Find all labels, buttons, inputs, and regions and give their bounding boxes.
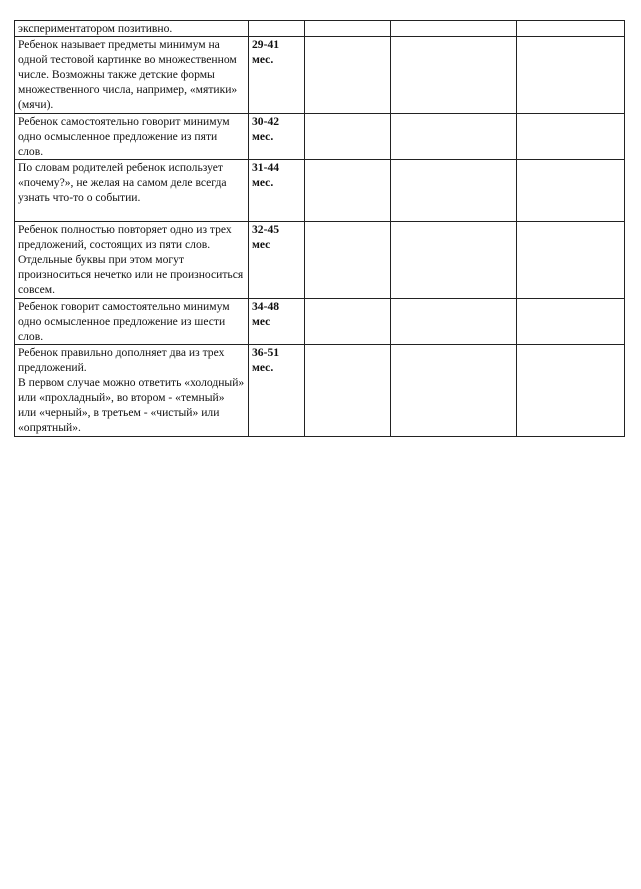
- milestone-description: По словам родителей ребенок использует «почему?», не желая на самом деле всегда узнать что-то о событии.: [15, 160, 249, 222]
- empty-cell: [305, 222, 391, 299]
- age-range: 34-48 мес: [249, 299, 305, 345]
- age-range: [249, 21, 305, 37]
- empty-cell: [391, 37, 517, 114]
- empty-cell: [391, 114, 517, 160]
- milestone-description: Ребенок самостоятельно говорит минимум одно осмысленное предложение из пяти слов.: [15, 114, 249, 160]
- empty-cell: [517, 160, 625, 222]
- table-row: [15, 114, 625, 160]
- milestone-description: Ребенок называет предметы минимум на одной тестовой картинке во множественном числе. Возможны также детские формы множественного числа, например, «мятики» (мячи).: [15, 37, 249, 114]
- empty-cell: [305, 114, 391, 160]
- age-range: 32-45 мес: [249, 222, 305, 299]
- age-range: 29-41 мес.: [249, 37, 305, 114]
- empty-cell: [391, 222, 517, 299]
- age-range: 36-51 мес.: [249, 345, 305, 437]
- table-row: [15, 21, 625, 37]
- empty-cell: [305, 37, 391, 114]
- empty-cell: [305, 21, 391, 37]
- empty-cell: [391, 345, 517, 437]
- age-range: 30-42 мес.: [249, 114, 305, 160]
- table-row: [15, 222, 625, 299]
- age-range: 31-44 мес.: [249, 160, 305, 222]
- milestone-description: Ребенок правильно дополняет два из трех предложений. В первом случае можно ответить «холодный» или «прохладный», во втором - «темный» или «черный», в третьем - «чистый» или «опрятный».: [15, 345, 249, 437]
- milestone-description: Ребенок полностью повторяет одно из трех предложений, состоящих из пяти слов. Отдельные буквы при этом могут произноситься нечетко или не произноситься совсем.: [15, 222, 249, 299]
- empty-cell: [391, 21, 517, 37]
- table-row: [15, 160, 625, 222]
- empty-cell: [517, 114, 625, 160]
- table-row: [15, 345, 625, 437]
- empty-cell: [517, 222, 625, 299]
- table-row: [15, 299, 625, 345]
- empty-cell: [517, 299, 625, 345]
- development-milestones-table: [14, 20, 625, 437]
- table-row: [15, 37, 625, 114]
- empty-cell: [305, 345, 391, 437]
- empty-cell: [305, 160, 391, 222]
- milestone-description: экспериментатором позитивно.: [15, 21, 249, 37]
- empty-cell: [517, 345, 625, 437]
- empty-cell: [517, 21, 625, 37]
- empty-cell: [391, 160, 517, 222]
- empty-cell: [517, 37, 625, 114]
- empty-cell: [391, 299, 517, 345]
- milestone-description: Ребенок говорит самостоятельно минимум одно осмысленное предложение из шести слов.: [15, 299, 249, 345]
- empty-cell: [305, 299, 391, 345]
